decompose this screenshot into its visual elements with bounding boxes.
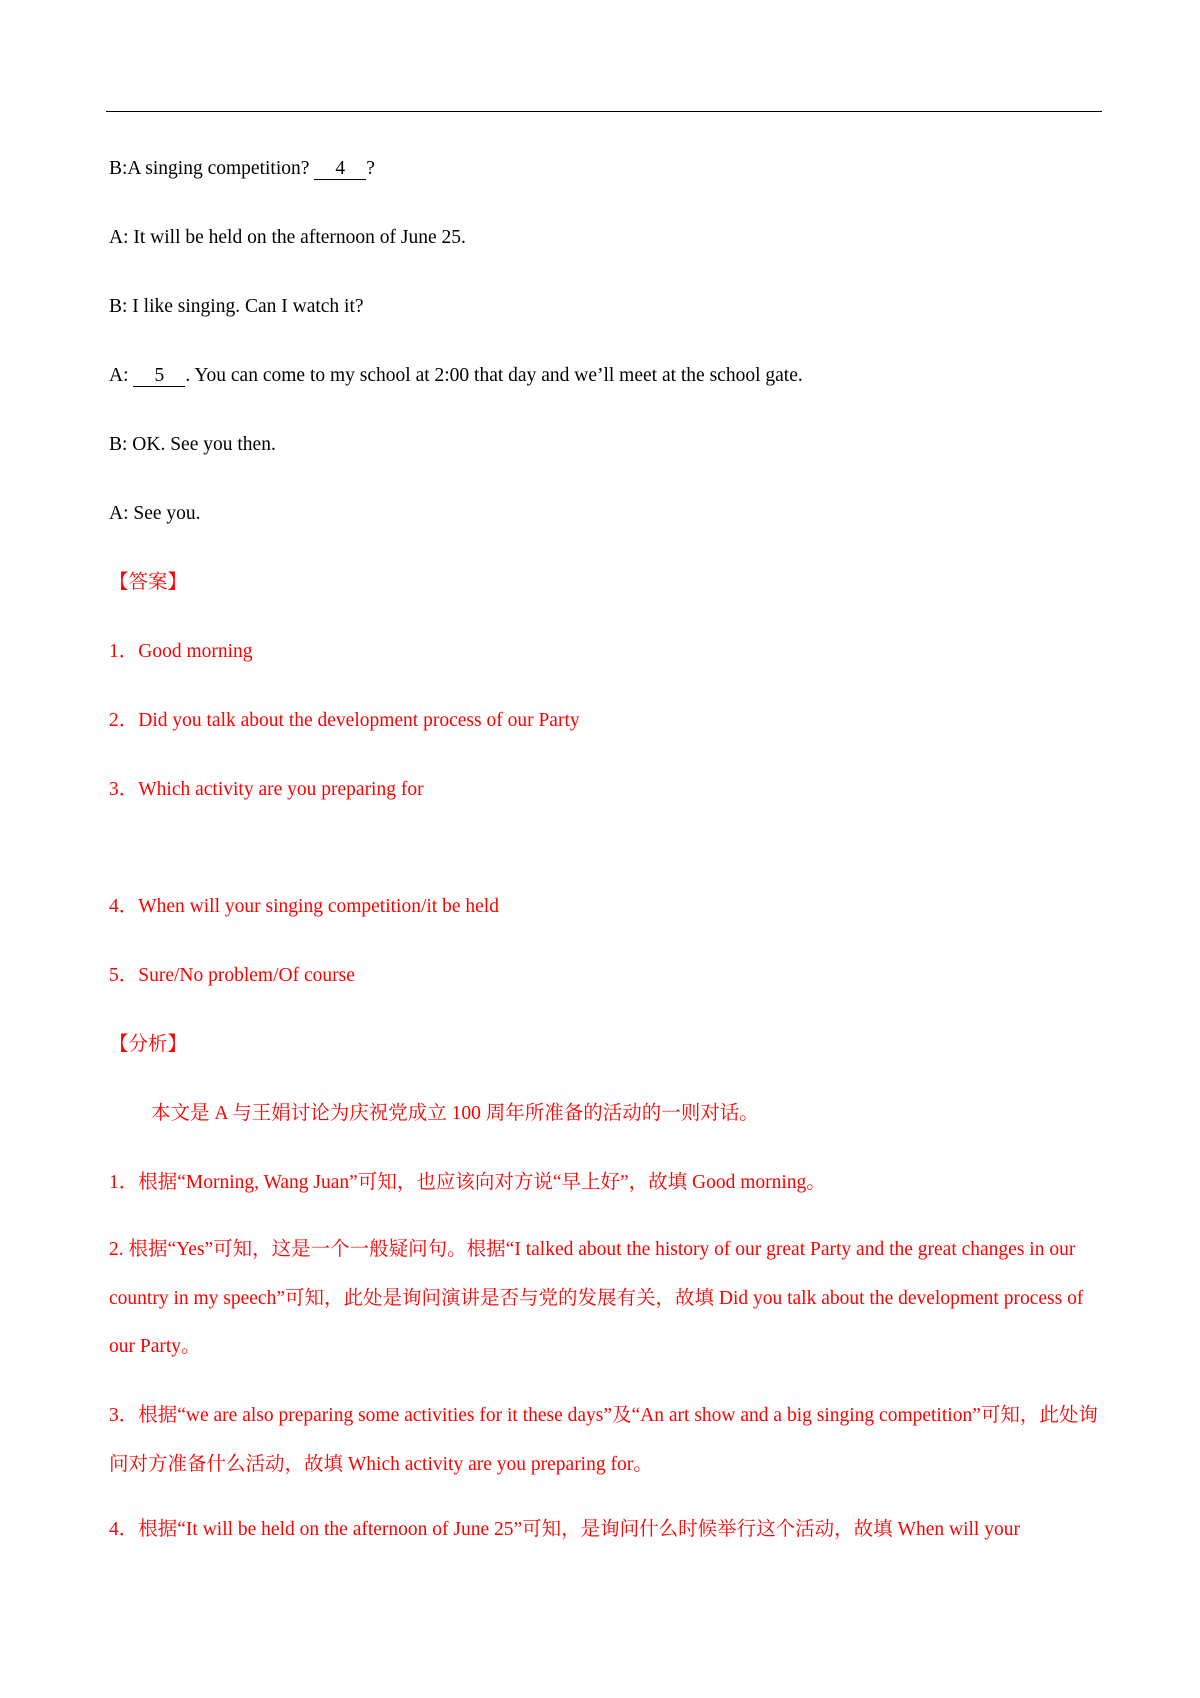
dialogue-line-1-text: B:A singing competition? [109,158,315,179]
header-rule [106,111,1102,112]
answer-heading: 【答案】 [109,572,188,593]
answer-item-5: 5．Sure/No problem/Of course [109,965,355,986]
dialogue-line-3: B: I like singing. Can I watch it? [109,296,364,317]
answer-item-3: 3．Which activity are you preparing for [109,779,424,800]
analysis-intro: 本文是 A 与王娟讨论为庆祝党成立 100 周年所准备的活动的一则对话。 [151,1103,759,1124]
dialogue-line-2: A: It will be held on the afternoon of June 25. [109,227,466,248]
analysis-para-3: 3．根据“we are also preparing some activities for it these days”及“An art show and a big singing competition”可知，此处询问对方准备什么活动，故填 Which activity are you preparing for。 [109,1405,1098,1475]
blank-4: 4 [314,159,366,180]
analysis-para-2: 2. 根据“Yes”可知，这是一个一般疑问句。根据“I talked about the history of our great Party and the great changes in our country in my speech”可知，此处是询问演讲是否与党的发展有关，故填 Did you talk about the development process of our Party。 [109,1239,1084,1357]
analysis-para-1: 1．根据“Morning, Wang Juan”可知，也应该向对方说“早上好”，故填 Good morning。 [109,1172,826,1193]
dialogue-line-4-text: . You can come to my school at 2:00 that day and we’ll meet at the school gate. [185,365,803,386]
answer-item-4: 4．When will your singing competition/it be held [109,896,499,917]
answer-item-2: 2．Did you talk about the development process of our Party [109,710,580,731]
dialogue-line-4-speaker: A: [109,365,134,386]
analysis-para-4: 4．根据“It will be held on the afternoon of June 25”可知，是询问什么时候举行这个活动，故填 When will your [109,1519,1020,1540]
dialogue-line-5: B: OK. See you then. [109,434,276,455]
analysis-heading: 【分析】 [109,1034,188,1055]
answer-item-1: 1．Good morning [109,641,253,662]
blank-5: 5 [133,366,185,387]
dialogue-line-1-end: ? [366,158,375,179]
dialogue-line-1 [109,156,375,182]
dialogue-line-6: A: See you. [109,503,201,524]
dialogue-line-4 [109,363,803,389]
